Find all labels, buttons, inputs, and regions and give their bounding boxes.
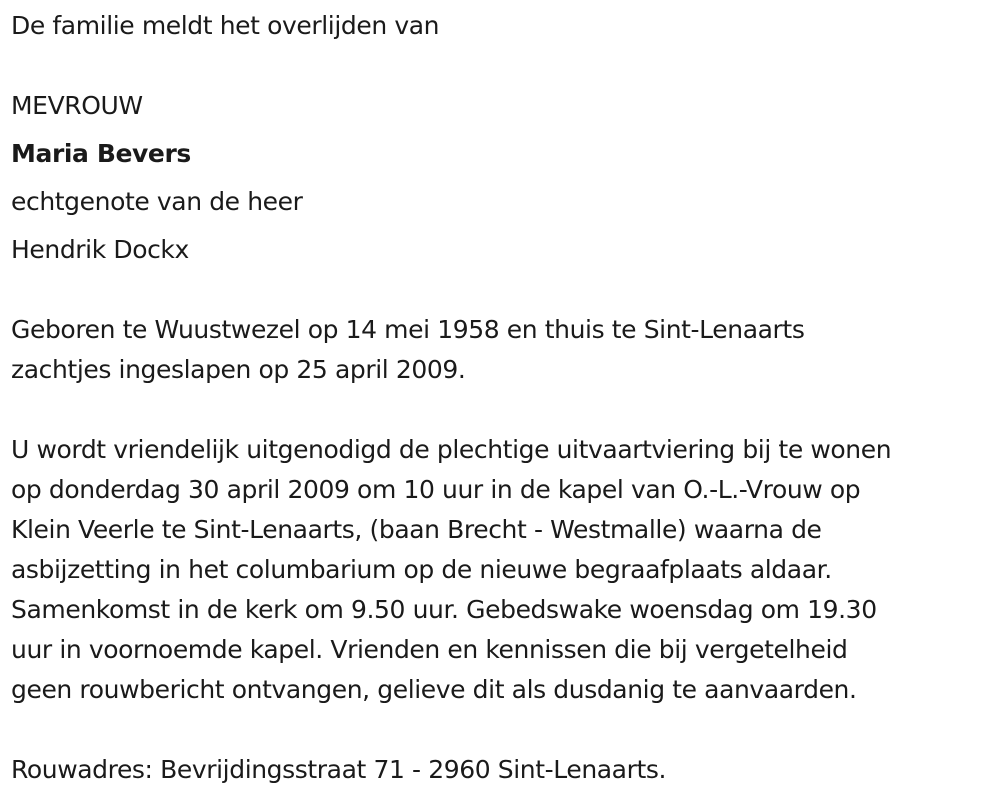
funeral-line-4: asbijzetting in het columbarium op de nieuwe begraafplaats aldaar. [11, 555, 832, 584]
funeral-line-1: U wordt vriendelijk uitgenodigd de plechtige uitvaartviering bij te wonen [11, 435, 892, 464]
funeral-line-2: op donderdag 30 april 2009 om 10 uur in de kapel van O.-L.-Vrouw op [11, 475, 861, 504]
spouse-name: Hendrik Dockx [11, 235, 189, 264]
deceased-name: Maria Bevers [11, 139, 191, 168]
mourning-address: Rouwadres: Bevrijdingsstraat 71 - 2960 Sint-Lenaarts. [11, 755, 667, 784]
funeral-line-6: uur in voornoemde kapel. Vrienden en kennissen die bij vergetelheid [11, 635, 848, 664]
funeral-line-7: geen rouwbericht ontvangen, gelieve dit als dusdanig te aanvaarden. [11, 675, 857, 704]
funeral-line-3: Klein Veerle te Sint-Lenaarts, (baan Brecht - Westmalle) waarna de [11, 515, 822, 544]
honorific-title: MEVROUW [11, 91, 143, 120]
birth-death-line-1: Geboren te Wuustwezel op 14 mei 1958 en thuis te Sint-Lenaarts [11, 315, 805, 344]
relation-text: echtgenote van de heer [11, 187, 303, 216]
intro-text: De familie meldt het overlijden van [11, 11, 440, 40]
birth-death-line-2: zachtjes ingeslapen op 25 april 2009. [11, 355, 466, 384]
funeral-line-5: Samenkomst in de kerk om 9.50 uur. Gebedswake woensdag om 19.30 [11, 595, 877, 624]
